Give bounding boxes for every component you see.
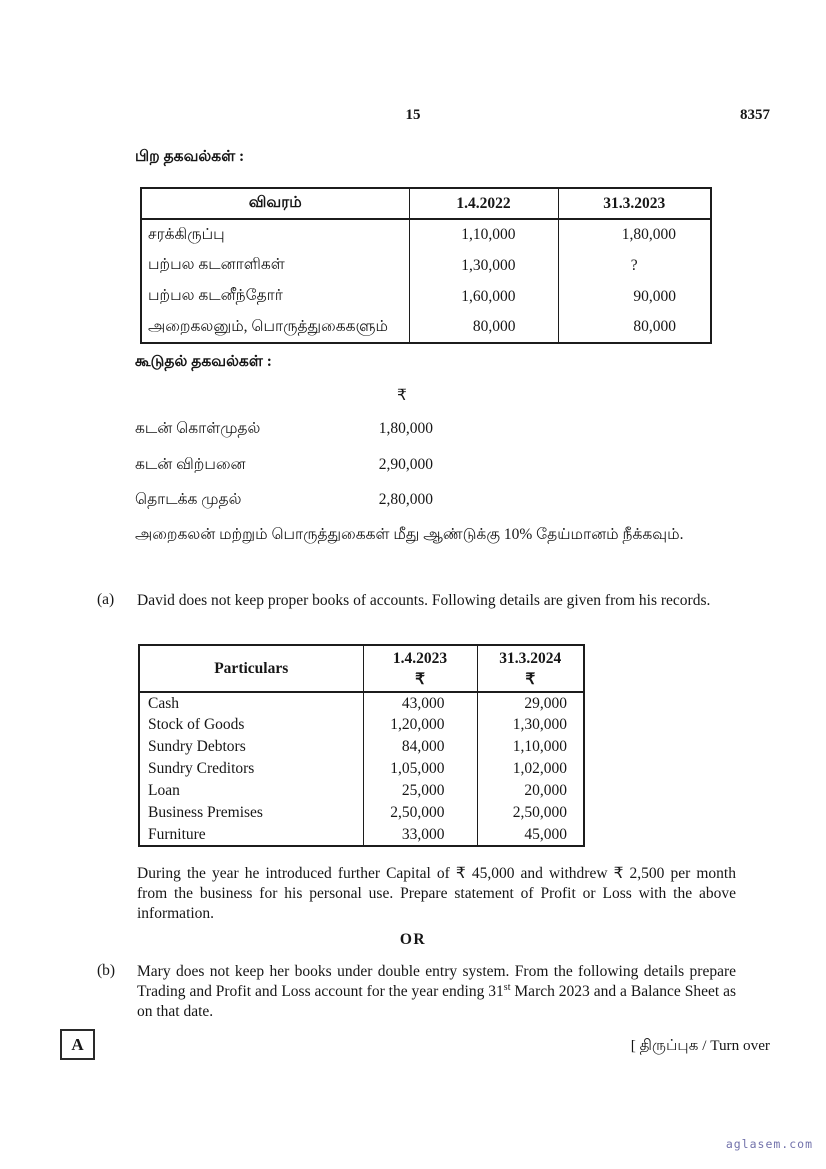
row-value-2: 80,000 <box>558 312 711 343</box>
info-row-opening-capital <box>135 491 433 510</box>
header-date: 1.4.2023 <box>392 649 448 667</box>
row-label: Cash <box>139 692 363 714</box>
info-row-credit-purchases <box>135 420 433 439</box>
row-label: Sundry Debtors <box>139 736 363 758</box>
header-date: 31.3.2024 <box>499 649 562 667</box>
section-letter: A <box>71 1034 84 1054</box>
row-value-2: 90,000 <box>558 281 711 312</box>
row-value-1: 1,30,000 <box>409 250 558 281</box>
row-label: சரக்கிருப்பு <box>141 219 409 250</box>
info-label: கடன் விற்பனை <box>135 456 246 473</box>
row-value-1: 84,000 <box>363 736 477 758</box>
question-b-text <box>137 962 736 1022</box>
info-value: 2,90,000 <box>378 456 433 473</box>
rupee-symbol-header: ₹ <box>397 387 407 404</box>
table-header-row <box>139 645 584 692</box>
row-label: Furniture <box>139 824 363 846</box>
row-value-2: 2,50,000 <box>477 802 584 824</box>
question-b-text-part1: Mary does not keep her books under double entry system. From the following details prepare Trading and Profit and Loss account for the year ending 31 <box>137 963 736 1000</box>
table-row <box>139 736 584 758</box>
table-row <box>141 250 711 281</box>
table-header-row <box>141 188 711 219</box>
info-value: 1,80,000 <box>378 420 433 437</box>
watermark-aglasem: aglasem.com <box>725 1137 813 1151</box>
col-header-particulars: Particulars <box>139 645 363 692</box>
row-value-1: 1,60,000 <box>409 281 558 312</box>
rupee-symbol: ₹ <box>415 670 425 688</box>
row-label: Stock of Goods <box>139 714 363 736</box>
row-value-2: 45,000 <box>477 824 584 846</box>
ordinal-superscript: st <box>503 981 511 993</box>
table-row <box>141 281 711 312</box>
table-row <box>139 758 584 780</box>
table-row <box>139 714 584 736</box>
question-a-outro: During the year he introduced further Capital of ₹ 45,000 and withdrew ₹ 2,500 per month from the business for his personal use. Prepare statement of Profit or Loss with the above information. <box>137 865 736 922</box>
section-heading-other-info: பிற தகவல்கள் : <box>135 148 245 165</box>
row-value-2: 1,10,000 <box>477 736 584 758</box>
question-a-intro: David does not keep proper books of accounts. Following details are given from his records. <box>137 592 711 609</box>
row-label: Business Premises <box>139 802 363 824</box>
row-label: பற்பல கடனீந்தோர் <box>141 281 409 312</box>
row-label: Loan <box>139 780 363 802</box>
question-b-text-part2: March 2023 and a Balance Sheet as on that date. <box>137 983 736 1020</box>
row-label: அறைகலனும், பொருத்துகைகளும் <box>141 312 409 343</box>
depreciation-note: அறைகலன் மற்றும் பொருத்துகைகள் மீது ஆண்டுக்கு 10% தேய்மானம் நீக்கவும். <box>135 526 684 543</box>
row-value-2: 29,000 <box>477 692 584 714</box>
info-value: 2,80,000 <box>378 491 433 508</box>
tamil-info-table <box>140 187 712 344</box>
english-info-table <box>138 644 585 847</box>
col-header-date-1: 1.4.2022 <box>409 188 558 219</box>
rupee-symbol: ₹ <box>525 670 536 688</box>
row-value-1: 33,000 <box>363 824 477 846</box>
row-value-1: 1,20,000 <box>363 714 477 736</box>
col-header-date-2 <box>477 645 584 692</box>
turn-over-note: [ திருப்புக / Turn over <box>630 1037 770 1054</box>
table-row <box>141 312 711 343</box>
col-header-particulars-tamil: விவரம் <box>141 188 409 219</box>
row-value-1: 1,10,000 <box>409 219 558 250</box>
row-value-1: 1,05,000 <box>363 758 477 780</box>
table-row <box>139 780 584 802</box>
row-value-1: 2,50,000 <box>363 802 477 824</box>
col-header-date-1 <box>363 645 477 692</box>
row-value-2: 1,02,000 <box>477 758 584 780</box>
table-row <box>139 692 584 714</box>
row-value-1: 80,000 <box>409 312 558 343</box>
row-label: பற்பல கடனாளிகள் <box>141 250 409 281</box>
info-label: தொடக்க முதல் <box>135 491 242 508</box>
info-row-credit-sales <box>135 456 433 475</box>
question-a-label: (a) <box>97 591 115 608</box>
or-separator: OR <box>399 931 427 948</box>
table-row <box>139 802 584 824</box>
row-value-1: 25,000 <box>363 780 477 802</box>
row-label: Sundry Creditors <box>139 758 363 780</box>
row-value-2: 1,80,000 <box>558 219 711 250</box>
row-value-2: 1,30,000 <box>477 714 584 736</box>
table-row <box>141 219 711 250</box>
col-header-date-2: 31.3.2023 <box>558 188 711 219</box>
table-row <box>139 824 584 846</box>
row-value-1: 43,000 <box>363 692 477 714</box>
section-letter-box <box>60 1029 95 1060</box>
page-number: 15 <box>405 107 421 123</box>
section-heading-additional-info: கூடுதல் தகவல்கள் : <box>135 353 272 370</box>
question-b-label: (b) <box>97 962 116 979</box>
row-value-2: 20,000 <box>477 780 584 802</box>
paper-code: 8357 <box>740 107 770 123</box>
info-label: கடன் கொள்முதல் <box>135 420 261 437</box>
row-value-2: ? <box>558 250 711 281</box>
